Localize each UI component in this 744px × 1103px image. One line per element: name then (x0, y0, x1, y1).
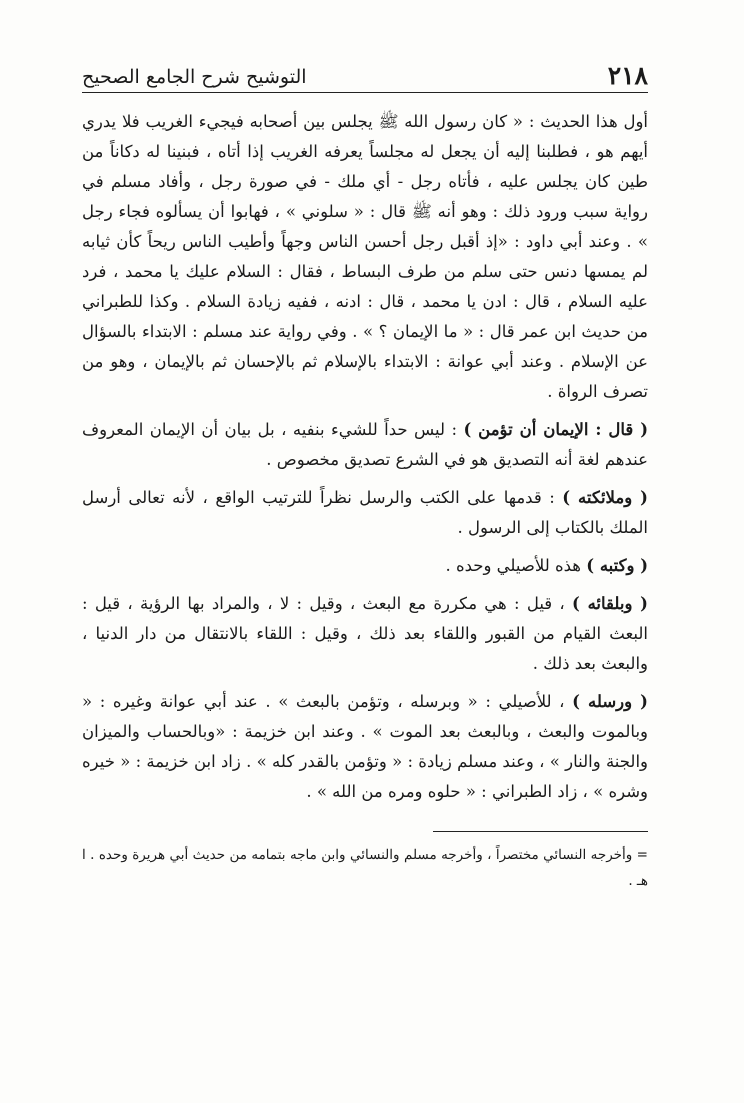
paragraph-text: : ليس حداً للشيء بنفيه ، بل بيان أن الإيمان المعروف عندهم لغة أنه التصديق هو في الشرع تصديق مخصوص . (82, 420, 648, 469)
paragraph-text: : قدمها على الكتب والرسل نظراً للترتيب الواقع ، لأنه تعالى أرسل الملك بالكتاب إلى الرسول . (82, 488, 648, 537)
paragraph-liqaihi (82, 589, 648, 679)
paragraph-lead: ( ورسله ) (572, 692, 648, 711)
paragraph-text: أول هذا الحديث : « كان رسول الله ﷺ يجلس بين أصحابه فيجيء الغريب فلا يدري أيهم هو ، فطلبنا إليه أن يجعل له مجلساً يعرفه الغريب إذا أتاه ، فبنينا له دكاناً من طين كان يجلس عليه ، فأتاه رجل - أي ملك - في صورة رجل ، وأفاد مسلم في رواية سبب ورود ذلك : وهو أنه ﷺ قال : « سلوني » ، فهابوا أن يسألوه فجاء رجل » . وعند أبي داود : «إذ أقبل رجل أحسن الناس وجهاً وأطيب الناس ريحاً كأن ثيابه لم يمسها دنس حتى سلم من طرف البساط ، فقال : السلام عليك يا محمد ، فرد عليه السلام ، قال : ادن يا محمد ، قال : ادنه ، ففيه زيادة السلام . وكذا للطبراني من حديث ابن عمر قال : « ما الإيمان ؟ » . وفي رواية عند مسلم : الابتداء بالسؤال عن الإسلام . وعند أبي عوانة : الابتداء بالإسلام ثم بالإحسان ثم بالإيمان ، وهو من تصرف الرواة . (82, 112, 648, 401)
footnote: = وأخرجه النسائي مختصراً ، وأخرجه مسلم والنسائي وابن ماجه بتمامه من حديث أبي هريرة وحده . ا هـ . (82, 847, 648, 889)
paragraph-iman (82, 415, 648, 475)
page-header (82, 48, 648, 93)
book-page (82, 48, 648, 894)
paragraph-lead: ( قال : الإيمان أن تؤمن ) (463, 420, 649, 439)
footnote-divider (433, 831, 648, 832)
paragraph-text: ، قيل : هي مكررة مع البعث ، وقيل : لا ، والمراد بها الرؤية ، قيل : البعث القيام من القبور واللقاء بعد ذلك ، وقيل : اللقاء بالانتقال من دار الدنيا ، والبعث بعد ذلك . (82, 594, 648, 673)
paragraph-rusulihi (82, 687, 648, 807)
running-title: التوشيح شرح الجامع الصحيح (82, 66, 307, 88)
paragraph-text: ، للأصيلي : « وبرسله ، وتؤمن بالبعث » . عند أبي عوانة وغيره : « وبالموت والبعث ، وبالبعث بعد الموت » . وعند ابن خزيمة : «وبالحساب والميزان والجنة والنار » ، وعند مسلم زيادة : « وتؤمن بالقدر كله » . زاد ابن خزيمة : « خيره وشره » ، زاد الطبراني : « حلوه ومره من الله » . (82, 692, 649, 801)
paragraph-lead: ( وكتبه ) (586, 556, 648, 575)
paragraph-kutubihi (82, 551, 648, 581)
paragraph-hadith-intro (82, 107, 648, 407)
paragraph-lead: ( وبلقائه ) (572, 594, 648, 613)
paragraph-text: هذه للأصيلي وحده . (445, 556, 587, 575)
paragraph-malaikatihi (82, 483, 648, 543)
paragraph-lead: ( وملائكته ) (562, 488, 648, 507)
page-number: ٢١٨ (607, 61, 648, 90)
main-text (82, 107, 648, 807)
